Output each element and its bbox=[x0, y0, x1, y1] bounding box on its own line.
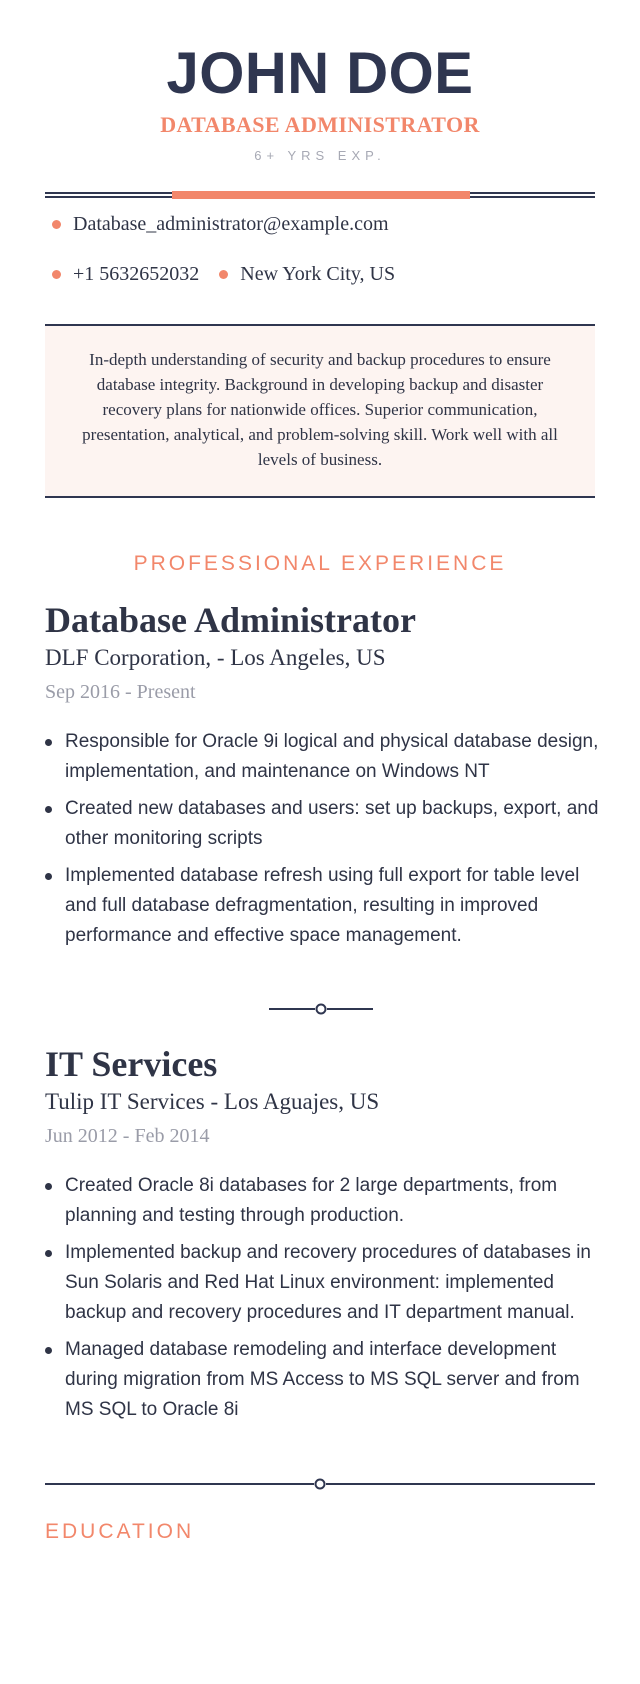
section-divider-small bbox=[269, 1003, 373, 1015]
contact-location bbox=[219, 263, 395, 286]
education-heading: EDUCATION bbox=[45, 1520, 195, 1543]
job-bullet-list bbox=[45, 1171, 600, 1425]
header-accent-bar bbox=[172, 191, 470, 199]
job-dates: Jun 2012 - Feb 2014 bbox=[45, 1125, 210, 1147]
contact-phone[interactable] bbox=[52, 263, 199, 286]
bullet-dot-icon bbox=[52, 220, 61, 229]
section-divider-full bbox=[45, 1478, 595, 1490]
job-bullet: Managed database remodeling and interface development during migration from MS Access to MS SQL server and from MS SQL to Oracle 8i bbox=[45, 1335, 600, 1425]
experience-heading: PROFESSIONAL EXPERIENCE bbox=[133, 552, 507, 575]
job-company: DLF Corporation, - Los Angeles, US bbox=[45, 645, 386, 670]
job-entry bbox=[45, 598, 600, 958]
candidate-title: DATABASE ADMINISTRATOR bbox=[160, 112, 480, 137]
experience-years: 6+ YRS EXP. bbox=[254, 148, 386, 163]
summary-text: In-depth understanding of security and backup procedures to ensure database integrity. Background in developing backup and disaster recovery plans for nationwide offices. Superior communication, presentation, analytical, and problem-solving skill. Work well with all levels of business. bbox=[82, 350, 558, 469]
job-role: IT Services bbox=[45, 1044, 218, 1084]
job-bullet: Responsible for Oracle 9i logical and physical database design, implementation, and maintenance on Windows NT bbox=[45, 727, 600, 787]
job-bullet: Created new databases and users: set up backups, export, and other monitoring scripts bbox=[45, 794, 600, 854]
job-role: Database Administrator bbox=[45, 600, 416, 640]
job-bullet-list bbox=[45, 727, 600, 951]
email-text: Database_administrator@example.com bbox=[73, 213, 389, 235]
phone-text: +1 5632652032 bbox=[73, 263, 200, 285]
location-text: New York City, US bbox=[240, 263, 396, 285]
job-dates: Sep 2016 - Present bbox=[45, 681, 196, 703]
job-company: Tulip IT Services - Los Aguajes, US bbox=[45, 1089, 380, 1114]
bullet-dot-icon bbox=[52, 270, 61, 279]
bullet-dot-icon bbox=[219, 270, 228, 279]
summary-box bbox=[45, 324, 595, 498]
job-bullet: Implemented backup and recovery procedures of databases in Sun Solaris and Red Hat Linux environment: implemented backup and recovery procedures and IT department manual. bbox=[45, 1238, 600, 1328]
contact-row-email bbox=[52, 213, 409, 236]
job-bullet: Created Oracle 8i databases for 2 large departments, from planning and testing through production. bbox=[45, 1171, 600, 1231]
job-bullet: Implemented database refresh using full export for table level and full database defragmentation, resulting in improved performance and effective space management. bbox=[45, 861, 600, 951]
contact-row-phone-location bbox=[52, 263, 415, 286]
contact-email[interactable] bbox=[52, 213, 389, 236]
candidate-name: JOHN DOE bbox=[166, 41, 474, 106]
job-entry bbox=[45, 1042, 600, 1432]
